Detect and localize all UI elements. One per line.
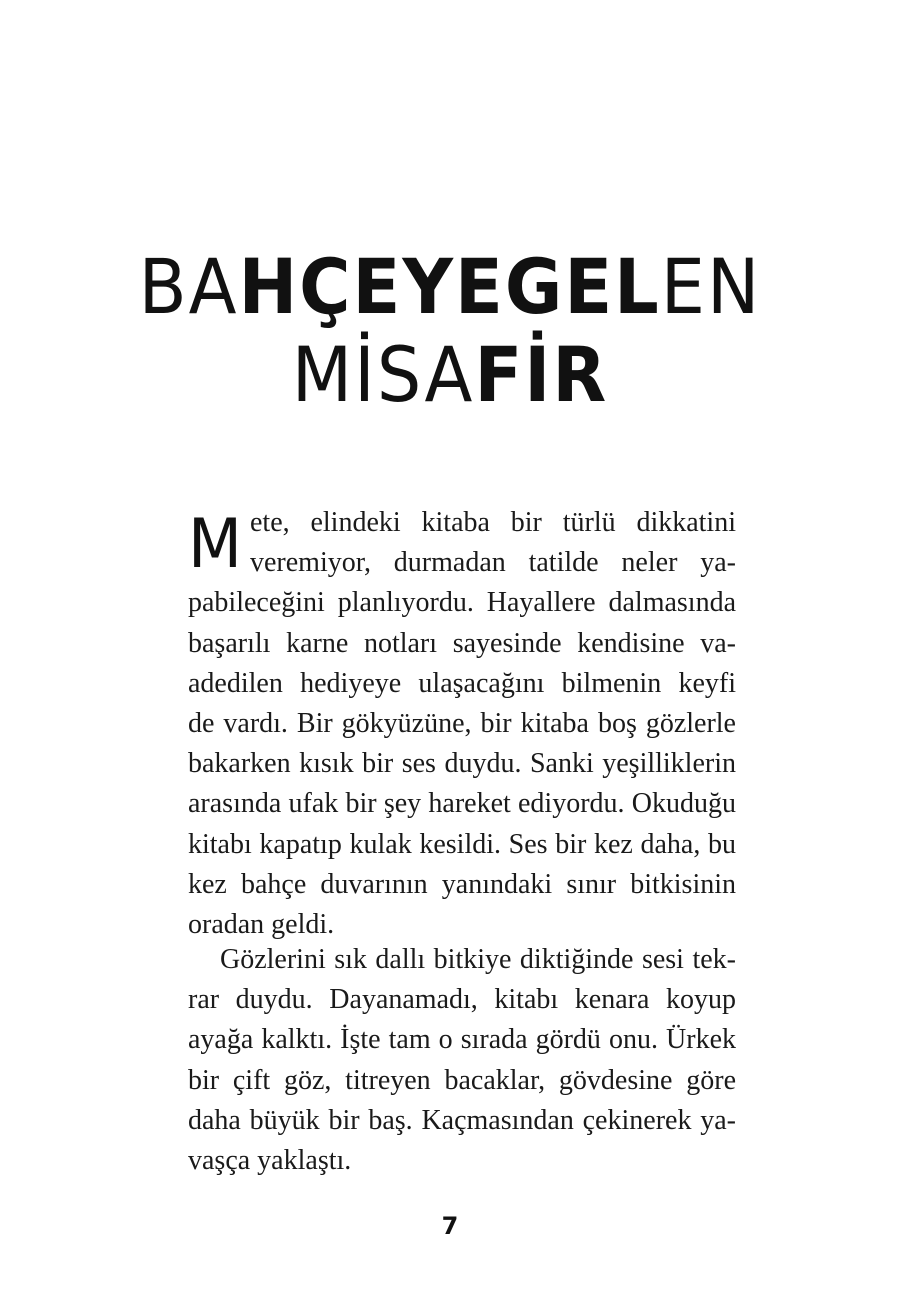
text-line: bir çift göz, titreyen bacaklar, gövdesine göre <box>188 1064 736 1096</box>
text-line: bakarken kısık bir ses duydu. Sanki yeşilliklerin <box>188 748 736 780</box>
page-number: 7 <box>441 1212 459 1240</box>
text-line: vaşça yaklaştı. <box>188 1144 352 1176</box>
chapter-title-line-2 <box>0 330 900 420</box>
paragraph-2 <box>188 940 736 1181</box>
text-line: ayağa kalktı. İşte tam o sırada gördü onu. Ürkek <box>188 1024 736 1056</box>
text-line: Gözlerini sık dallı bitkiye diktiğinde sesi tek- <box>220 944 736 975</box>
text-line: başarılı karne notları sayesinde kendisine va- <box>188 627 736 659</box>
text-line: veremiyor, durmadan tatilde neler ya- <box>250 547 736 579</box>
chapter-title-part: MİSA <box>291 330 475 420</box>
drop-cap: M <box>188 505 242 584</box>
chapter-title-line-1 <box>0 242 900 332</box>
text-line: daha büyük bir baş. Kaçmasından çekinerek ya- <box>188 1104 736 1136</box>
paragraph-1 <box>188 503 736 945</box>
chapter-title-part: FİR <box>474 330 609 420</box>
chapter-title-part: BA <box>138 242 239 332</box>
text-line: oradan geldi. <box>188 908 335 940</box>
text-line: pabileceğini planlıyordu. Hayallere dalmasında <box>188 587 736 619</box>
text-line: de vardı. Bir gökyüzüne, bir kitaba boş gözlerle <box>188 707 736 739</box>
text-line: kez bahçe duvarının yanındaki sınır bitkisinin <box>188 868 736 900</box>
text-line: rar duydu. Dayanamadı, kitabı kenara koyup <box>188 984 736 1016</box>
text-line: adedilen hediyeye ulaşacağını bilmenin keyfi <box>188 667 736 699</box>
text-line: arasında ufak bir şey hareket ediyordu. Okuduğu <box>188 788 736 820</box>
chapter-title-part: EN <box>660 242 762 332</box>
text-line: ete, elindeki kitaba bir türlü dikkatini <box>250 507 736 538</box>
dropcap-block <box>188 503 736 583</box>
chapter-title-part: GEL <box>504 242 661 332</box>
chapter-title-part: HÇEYE <box>238 242 505 332</box>
text-line: kitabı kapatıp kulak kesildi. Ses bir kez daha, bu <box>188 828 736 860</box>
